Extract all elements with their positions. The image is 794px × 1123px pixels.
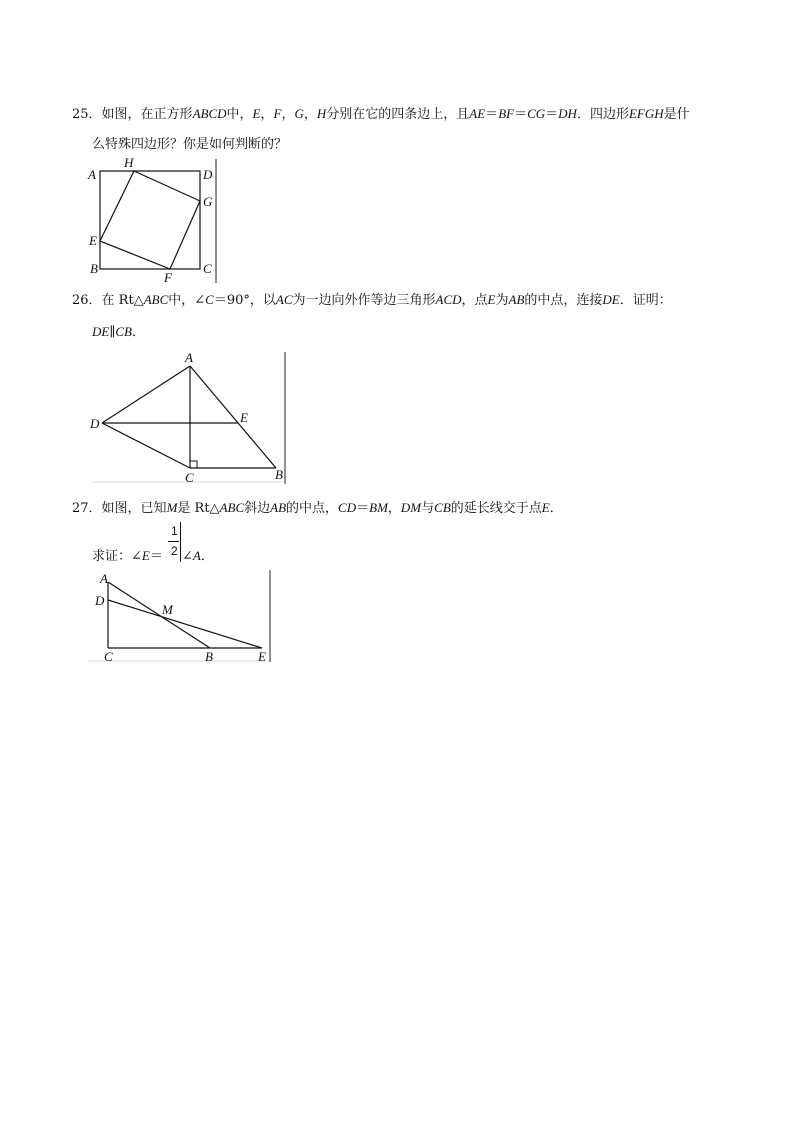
math: CB	[434, 500, 451, 515]
text: 中，	[226, 107, 253, 122]
text: ．四边形	[576, 107, 629, 122]
problem-27-proof-line	[92, 548, 163, 565]
text: ．	[200, 549, 214, 564]
math: AC	[275, 292, 293, 307]
math: H	[316, 106, 327, 121]
math: A	[192, 548, 201, 563]
text: 如图，已知	[101, 501, 167, 516]
segment-de	[108, 600, 262, 648]
text: ，点	[461, 293, 488, 308]
text: ＝	[545, 107, 559, 122]
math: G	[294, 106, 304, 121]
math: AE	[469, 106, 486, 121]
math: ABCD	[192, 106, 227, 121]
text: ＝	[356, 501, 370, 516]
problem-26-line-2	[92, 324, 145, 341]
fraction-denominator: 2	[171, 544, 178, 558]
problem-25-line-1	[72, 106, 690, 123]
text: 的中点，连接	[524, 293, 603, 308]
math: AB	[270, 500, 287, 515]
text: ．	[549, 501, 563, 516]
math: C	[205, 292, 214, 307]
label-d: D	[203, 167, 213, 182]
math: BF	[498, 106, 515, 121]
label-e: E	[240, 410, 248, 425]
frame-line	[180, 522, 181, 562]
label-b: B	[205, 649, 213, 664]
text: ，	[281, 107, 295, 122]
math: F	[273, 106, 282, 121]
problem-27-line-1	[72, 500, 563, 517]
label-a: A	[100, 571, 108, 586]
text: ＝	[149, 549, 163, 564]
math: E	[141, 548, 150, 563]
math: EFGH	[628, 106, 664, 121]
label-h: H	[124, 155, 134, 170]
math: E	[487, 292, 496, 307]
text: 是 Rt△	[177, 501, 220, 516]
label-g: G	[203, 194, 213, 209]
quadrilateral-efgh	[100, 171, 200, 269]
math: E	[541, 500, 550, 515]
math: ACD	[435, 292, 462, 307]
math: CG	[527, 106, 546, 121]
math: E	[252, 106, 261, 121]
math: ABC	[219, 500, 245, 515]
text: 求证：∠	[92, 549, 142, 564]
segment-ad	[102, 366, 190, 423]
math: DM	[400, 500, 422, 515]
label-a: A	[185, 350, 193, 365]
label-e: E	[258, 649, 266, 664]
right-angle-mark	[190, 461, 197, 468]
math: DH	[558, 106, 577, 121]
text: 为	[495, 293, 509, 308]
text: 斜边	[244, 501, 271, 516]
label-d: D	[95, 593, 105, 608]
label-f: F	[164, 270, 172, 285]
figure-25	[86, 155, 220, 285]
math: AB	[508, 292, 525, 307]
text: ．证明：	[619, 293, 672, 308]
text: ＝	[485, 107, 499, 122]
text: ＝	[514, 107, 528, 122]
label-c: C	[185, 470, 194, 485]
label-a: A	[88, 167, 96, 182]
math: DE	[92, 324, 110, 339]
figure-27	[86, 568, 276, 666]
label-e: E	[89, 233, 97, 248]
fraction-bar	[168, 541, 179, 542]
segment-ab	[108, 582, 210, 648]
problem-26-line-1	[72, 292, 672, 309]
text: 如图，在正方形	[101, 107, 193, 122]
text: 与	[421, 501, 435, 516]
problem-27-proof-suffix	[182, 548, 214, 565]
label-m: M	[162, 602, 173, 617]
square-abcd	[100, 171, 200, 269]
label-d: D	[90, 416, 100, 431]
text: 在 Rt△	[101, 293, 144, 308]
math: BM	[369, 500, 388, 515]
problem-number: 26．	[72, 293, 102, 308]
problem-number: 25．	[72, 107, 102, 122]
text: ∥	[109, 325, 116, 340]
text: ，	[260, 107, 274, 122]
text: 的中点，	[286, 501, 339, 516]
math: M	[166, 500, 178, 515]
math: CB	[115, 324, 132, 339]
text: ＝90°，以	[213, 293, 276, 308]
text: 为一边向外作等边三角形	[292, 293, 436, 308]
math: ABC	[143, 292, 169, 307]
text: 分别在它的四条边上，且	[326, 107, 470, 122]
segment-ab	[190, 366, 276, 468]
math: DE	[602, 292, 620, 307]
label-c: C	[203, 261, 212, 276]
problem-number: 27．	[72, 501, 102, 516]
fraction-numerator: 1	[171, 524, 178, 538]
label-b: B	[275, 467, 283, 482]
text: ∠	[182, 549, 193, 564]
label-c: C	[104, 649, 113, 664]
text: ，	[303, 107, 317, 122]
text: 是什	[663, 107, 690, 122]
segment-dc	[102, 423, 190, 468]
math: CD	[338, 500, 357, 515]
text: 的延长线交于点	[450, 501, 542, 516]
figure-26	[86, 348, 290, 488]
problem-25-line-2: 么特殊四边形？你是如何判断的？	[92, 137, 288, 152]
text: 中，∠	[168, 293, 206, 308]
label-b: B	[90, 261, 98, 276]
text: ．	[131, 325, 145, 340]
text: ，	[387, 501, 401, 516]
